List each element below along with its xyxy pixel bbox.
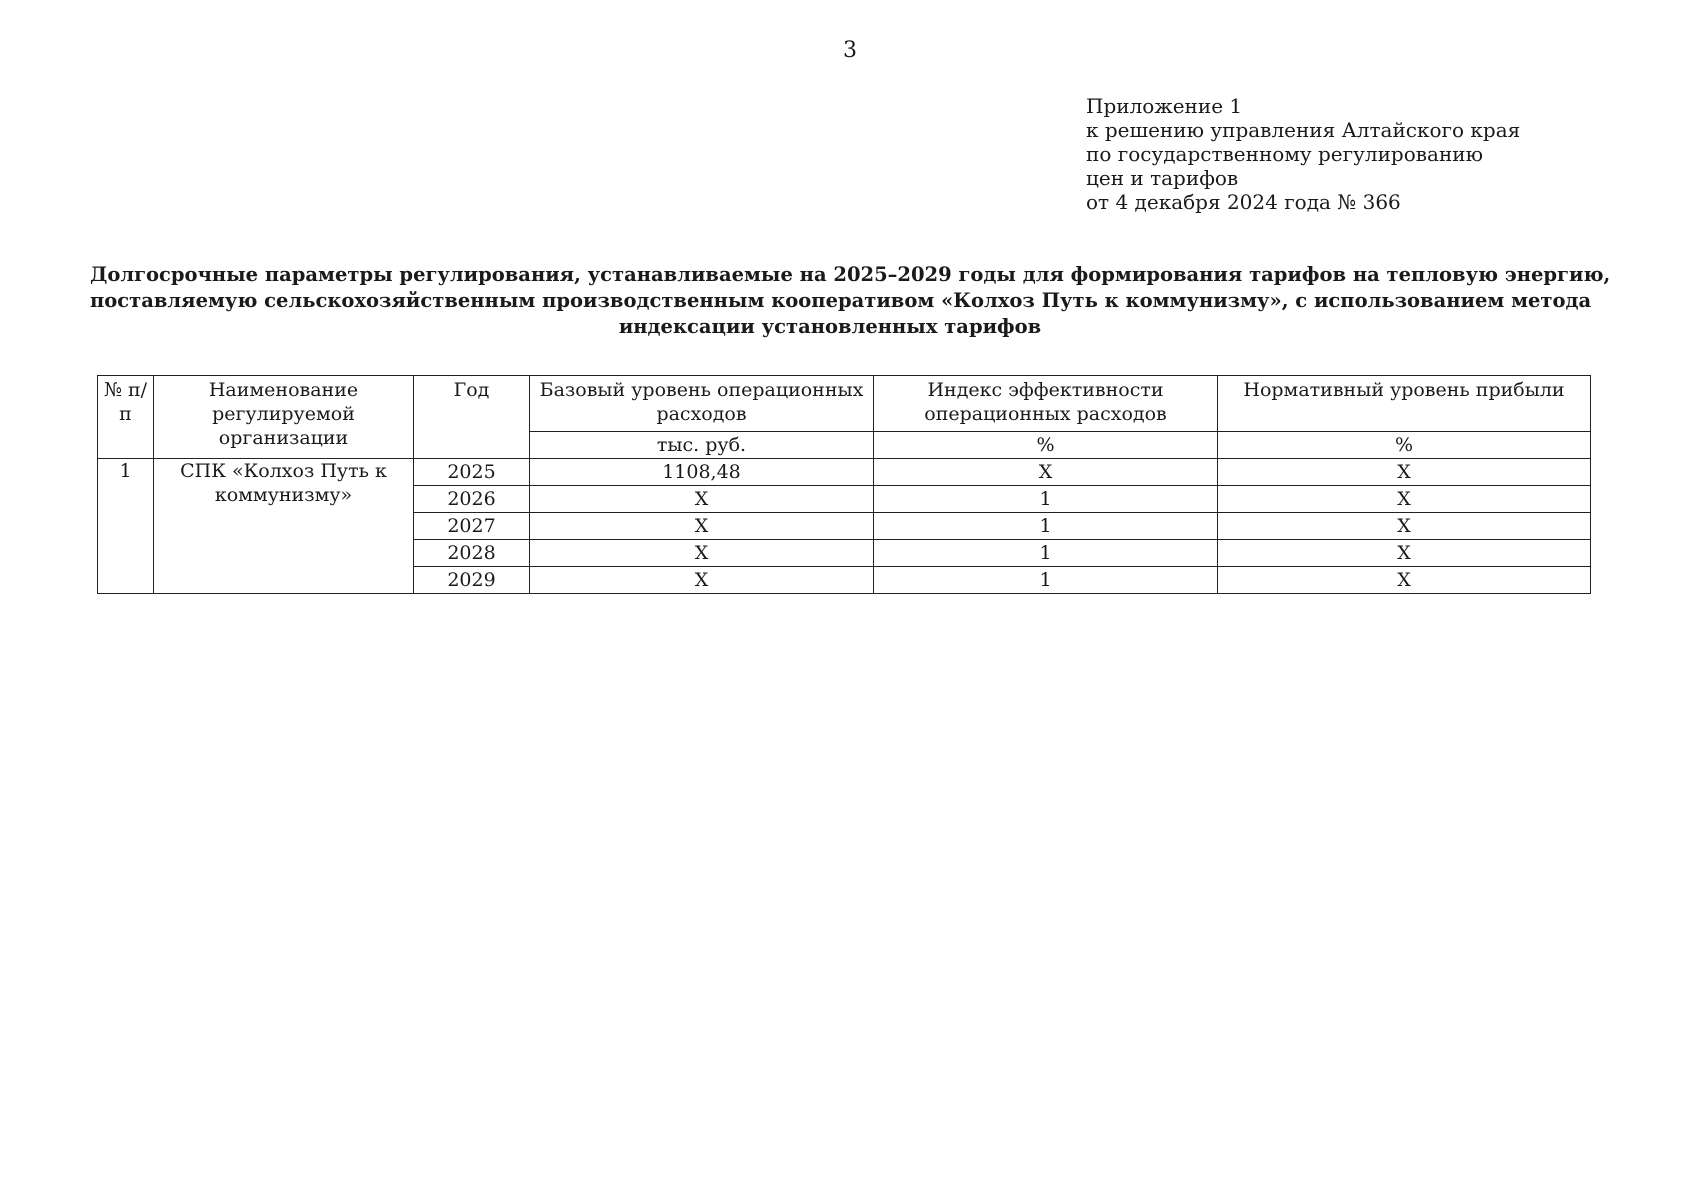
cell-year: 2029: [414, 567, 530, 594]
cell-base-level: X: [530, 567, 874, 594]
entry-organization: СПК «Колхоз Путь к коммунизму»: [154, 459, 414, 594]
cell-profit-level: X: [1218, 567, 1591, 594]
table-row: [98, 459, 1591, 486]
header-base-level: Базовый уровень операционных расходов: [530, 376, 874, 432]
header-profit-level: Нормативный уровень прибыли: [1218, 376, 1591, 432]
appendix-line: к решению управления Алтайского края: [1086, 118, 1521, 142]
cell-profit-level: X: [1218, 486, 1591, 513]
cell-year: 2028: [414, 540, 530, 567]
cell-year: 2027: [414, 513, 530, 540]
appendix-line: по государственному регулированию: [1086, 142, 1484, 166]
table-header-row: [98, 376, 1591, 432]
title-line: поставляемую сельскохозяйственным производственным кооперативом «Колхоз Путь к коммунизму», с использованием метода: [90, 289, 1592, 312]
cell-base-level: X: [530, 540, 874, 567]
cell-efficiency-index: 1: [874, 513, 1218, 540]
cell-base-level: X: [530, 513, 874, 540]
cell-base-level: 1108,48: [530, 459, 874, 486]
cell-profit-level: X: [1218, 513, 1591, 540]
entry-num: 1: [98, 459, 154, 594]
cell-profit-level: X: [1218, 459, 1591, 486]
appendix-line: от 4 декабря 2024 года № 366: [1086, 190, 1401, 214]
unit-base-level: тыс. руб.: [530, 432, 874, 459]
header-organization: Наименование регулируемой организации: [154, 376, 414, 459]
parameters-table: [97, 375, 1591, 594]
header-num: № п/п: [98, 376, 154, 459]
header-efficiency-index: Индекс эффективности операционных расходов: [874, 376, 1218, 432]
document-title: [90, 262, 1611, 340]
cell-efficiency-index: 1: [874, 540, 1218, 567]
title-line: Долгосрочные параметры регулирования, устанавливаемые на 2025–2029 годы для формирования тарифов на тепловую энергию,: [90, 263, 1611, 286]
cell-year: 2026: [414, 486, 530, 513]
appendix-line: Приложение 1: [1086, 94, 1243, 118]
cell-base-level: X: [530, 486, 874, 513]
title-line: индексации установленных тарифов: [618, 315, 1042, 338]
unit-efficiency-index: %: [874, 432, 1218, 459]
header-year: Год: [414, 376, 530, 459]
appendix-block: [1086, 94, 1520, 214]
appendix-line: цен и тарифов: [1086, 166, 1239, 190]
cell-year: 2025: [414, 459, 530, 486]
cell-profit-level: X: [1218, 540, 1591, 567]
unit-profit-level: %: [1218, 432, 1591, 459]
cell-efficiency-index: X: [874, 459, 1218, 486]
page-number: 3: [843, 38, 857, 63]
cell-efficiency-index: 1: [874, 486, 1218, 513]
cell-efficiency-index: 1: [874, 567, 1218, 594]
